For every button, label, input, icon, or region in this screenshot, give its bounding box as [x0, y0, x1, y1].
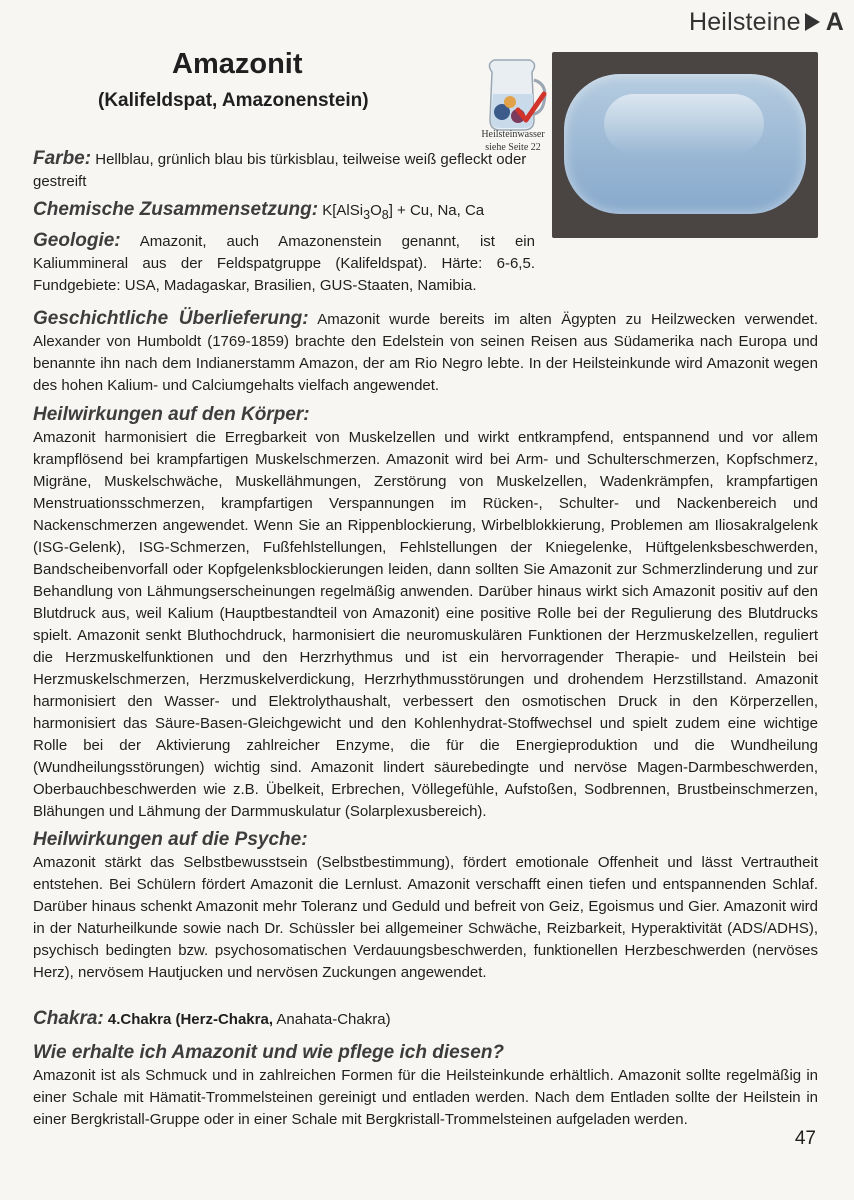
pflege-section: [33, 1042, 818, 1131]
farbe-text: Hellblau, grünlich blau bis türkisblau, teilweise weiß gefleckt oder gestreift: [33, 151, 527, 190]
geschichte-section: [33, 308, 818, 397]
section-letter: A: [825, 8, 844, 36]
chakra-bold: 4.Chakra (Herz-Chakra,: [107, 1011, 273, 1028]
section-name: Heilsteine: [688, 8, 801, 36]
geologie-label: Geologie:: [33, 230, 121, 251]
page-title: Amazonit: [172, 48, 303, 80]
psyche-heading: Heilwirkungen auf die Psyche:: [33, 829, 308, 850]
farbe-label: Farbe:: [33, 148, 92, 169]
koerper-section: [33, 404, 818, 823]
psyche-section: [33, 829, 818, 984]
geschichte-label: Geschichtliche Überlieferung:: [33, 308, 309, 329]
farbe-section: [33, 148, 533, 193]
pflege-heading: Wie erhalte ich Amazonit und wie pflege ich diesen?: [33, 1042, 505, 1063]
triangle-arrow-icon: [805, 13, 820, 31]
psyche-text: Amazonit stärkt das Selbstbewusstsein (Selbstbestimmung), fördert emotionale Offenheit und lässt Vertrautheit entstehen. Bei Schülern fördert Amazonit die Lernlust. Amazonit verschafft einen tiefen und entspannenden Schlaf. Darüber hinaus schenkt Amazonit mehr Toleranz und Geduld und befreit von Geiz, Egoismus und Gier. Amazonit wird in der Naturheilkunde sowie nach Dr. Schüssler bei allgemeiner Schwäche, Reizbarkeit, Hyperaktivität (ADS/ADHS), psychisch bedingten bzw. psychosomatischen Verdauungsbeschwerden, funktionellen Herzbeschwerden (nervöses Herz), nervösem Hautjucken und nervösen Zuckungen angewendet.: [33, 854, 818, 981]
koerper-text: Amazonit harmonisiert die Erregbarkeit von Muskelzellen und wirkt entkrampfend, entspannend und vor allem krampflösend bei krampfartigen Muskelschmerzen. Amazonit wird bei Arm- und Schulterschmerzen, Kopfschmerz, Migräne, Muskelschwäche, Muskellähmungen, Zerstörung von Muskelzellen, Wadenkrämpfen, krampfartigen Menstruationsschmerzen, krampfartigen Verspannungen im Rücken-, Schulter- und Nackenbereich und Nackenschmerzen angewendet. Wenn Sie an Rippenblockierung, Wirbelblokkierung, Problemen am Iliosakralgelenk (ISG-Gelenk), ISG-Schmerzen, Fußfehlstellungen, Fehlstellungen der Kniegelenke, Hüftgelenksbeschwerden, Bandscheibenvorfall oder Kopfgelenksblockierungen leiden, dann sollten Sie Amazonit zur Schmerzlinderung und zur Behandlung von Lähmungserscheinungen regelmäßig anwenden. Darüber hinaus wirkt sich Amazonit positiv auf den Blutdruck aus, weil Kalium (Hauptbestandteil von Amazonit) eine positive Rolle bei der Regulierung des Blutdrucks spielt. Amazonit senkt Bluthochdruck, harmonisiert die neuromuskulären Funktionen der Herzmuskelzellen, reguliert die Herzmuskelfunktionen und den Herzrhythmus und ist ein hervorragender Therapie- und Heilstein bei Herzmuskelschmerzen, Herzmuskelverdickung, Herzrhythmusstörungen und drohendem Herzstillstand. Amazonit harmonisiert den Wasser- und Elektrolythaushalt, verbessert den osmotischen Druck in den Körperzellen, harmonisiert das Säure-Basen-Gleichgewicht und den Kohlenhydrat-Stoffwechsel und spielt zudem eine wichtige Rolle bei der Aktivierung zahlreicher Enzyme, die für die Energieproduktion und die Wundheilung (Wundheilungsstörungen) wichtig sind. Amazonit lindert säurebedingte und nervöse Magen-Darmbeschwerden, Oberbauchbeschwerden wie z.B. Übelkeit, Erbrechen, Völlegefühle, Aufstoßen, Sodbrennen, Brustbeinschmerzen, Blähungen und Lähmung der Darmmuskulatur (Solarplexusbereich).: [33, 429, 818, 820]
geologie-section: [33, 230, 535, 297]
chakra-text: Anahata-Chakra): [276, 1011, 391, 1028]
running-header: [689, 8, 844, 37]
chemie-formula: $K[AlSi_3O_8] + Cu$, Na, Ca: [322, 202, 485, 222]
chemie-section: [33, 199, 818, 226]
pflege-text: Amazonit ist als Schmuck und in zahlreichen Formen für die Heilsteinkunde erhältlich. Amazonit sollte regelmäßig in einer Schale mit Hämatit-Trommelsteinen gereinigt und entladen werden. Nach dem Entladen sollte der Heilstein in einer Bergkristall-Gruppe oder in einer Schale mit Bergkristall-Trommelsteinen aufgeladen werden.: [33, 1067, 818, 1128]
geologie-text: Amazonit, auch Amazonenstein genannt, ist ein Kaliummineral aus der Feldspatgruppe (Kalifeldspat). Härte: 6-6,5. Fundgebiete: USA, Madagaskar, Brasilien, GUS-Staaten, Namibia.: [33, 233, 535, 294]
chemie-label: Chemische Zusammensetzung:: [33, 199, 319, 220]
geschichte-text: Amazonit wurde bereits im alten Ägypten zu Heilzwecken verwendet. Alexander von Humboldt (1769-1859) brachte den Edelstein von seinen Reisen aus Südamerika nach Europa und benannte ihn nach dem Indianerstamm Amazon, der am Rio Negro lebte. In der Heilsteinkunde wird Amazonit wegen des hohen Kalium- und Calciumgehalts vielfach angewendet.: [33, 311, 818, 394]
badge-line-1: Heilsteinwasser: [481, 129, 545, 140]
chakra-section: [33, 1008, 818, 1031]
page-subtitle: (Kalifeldspat, Amazonenstein): [98, 90, 369, 111]
page-number: 47: [794, 1128, 816, 1149]
koerper-heading: Heilwirkungen auf den Körper:: [33, 404, 310, 425]
badge-line-2: siehe Seite 22: [485, 142, 541, 153]
stone-shape: [564, 74, 806, 214]
chakra-label: Chakra:: [33, 1008, 104, 1029]
